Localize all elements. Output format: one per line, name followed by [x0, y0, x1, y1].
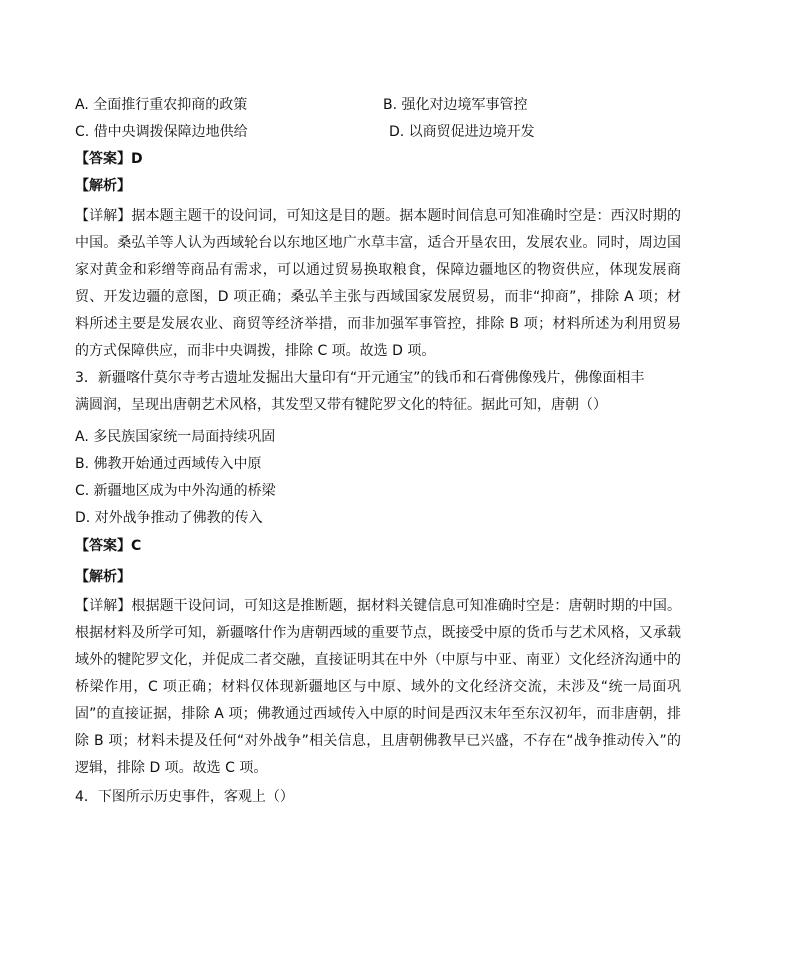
- q2-detail: 【详解】据本题主题干的设问词，可知这是目的题。据本题时间信息可知准确时空是：西汉时期的中国。桑弘羊等人认为西域轮台以东地区地广水草丰富，适合开垦农田，发展农业。同时，周边国家对黄金和彩缯等商品有需求，可以通过贸易换取粮食，保障边疆地区的物资供应，体现发展商贸、开发边疆的意图，D 项正确；桑弘羊主张与西域国家发展贸易，而非“抑商”，排除 A 项；材料所述主要是发展农业、商贸等经济举措，而非加强军事管控，排除 B 项；材料所述为利用贸易的方式保障供应，而非中央调拨，排除 C 项。故选 D 项。: [75, 208, 681, 359]
- q2-option-c: C. 借中央调拨保障边地供给: [75, 124, 248, 140]
- q3-answer: 【答案】C: [75, 538, 142, 554]
- q2-option-d: D. 以商贸促进边境开发: [389, 124, 535, 140]
- q2-option-b: B. 强化对边境军事管控: [383, 97, 528, 113]
- q3-stem-line-1: 3．新疆喀什莫尔寺考古遗址发掘出大量印有“开元通宝”的钱币和石膏佛像残片，佛像面相丰: [75, 370, 645, 386]
- q2-answer: 【答案】D: [75, 151, 143, 167]
- q4-stem: 4．下图所示历史事件，客观上（）: [75, 789, 294, 805]
- q2-option-a: A. 全面推行重农抑商的政策: [75, 97, 248, 113]
- q3-option-d: D. 对外战争推动了佛教的传入: [75, 510, 263, 526]
- q3-detail: 【详解】根据题干设问词，可知这是推断题，据材料关键信息可知准确时空是：唐朝时期的中国。根据材料及所学可知，新疆喀什作为唐朝西域的重要节点，既接受中原的货币与艺术风格，又承载域外的犍陀罗文化，并促成二者交融，直接证明其在中外（中原与中亚、南亚）文化经济沟通中的桥梁作用，C 项正确；材料仅体现新疆地区与中原、域外的文化经济交流，未涉及“统一局面巩固”的直接证据，排除 A 项；佛教通过西域传入中原的时间是西汉末年至东汉初年，而非唐朝，排除 B 项；材料未提及任何“对外战争”相关信息，且唐朝佛教早已兴盛，不存在“战争推动传入”的逻辑，排除 D 项。故选 C 项。: [75, 598, 681, 776]
- q3-analysis-label: 【解析】: [75, 569, 131, 585]
- q3-stem-line-2: 满圆润，呈现出唐朝艺术风格，其发型又带有犍陀罗文化的特征。据此可知，唐朝（）: [75, 397, 607, 413]
- q3-option-a: A. 多民族国家统一局面持续巩固: [75, 429, 276, 445]
- q3-option-b: B. 佛教开始通过西域传入中原: [75, 456, 262, 472]
- q3-option-c: C. 新疆地区成为中外沟通的桥梁: [75, 483, 276, 499]
- q2-analysis-label: 【解析】: [75, 178, 131, 194]
